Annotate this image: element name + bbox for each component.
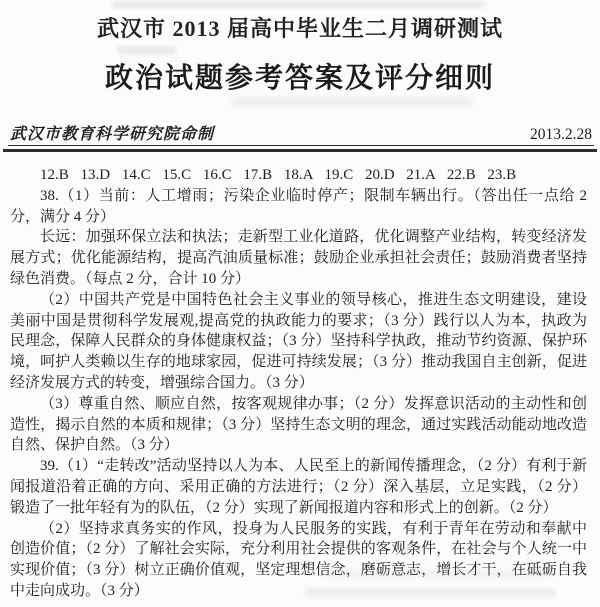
scan-artifact <box>305 588 555 597</box>
answer-paragraph-q38-1: 38.（1）当前：人工增雨；污染企业临时停产；限制车辆出行。（答出任一点给 2 分，满分 4 分） <box>10 187 587 225</box>
answer-key-title: 政治试题参考答案及评分细则 <box>104 63 495 94</box>
scan-artifact <box>112 1 484 8</box>
mc-answer: 21.A <box>406 167 436 183</box>
exam-title: 武汉市 2013 届高中毕业生二月调研测试 <box>96 16 503 41</box>
mc-answer: 13.D <box>80 167 111 183</box>
scan-artifact <box>118 46 176 54</box>
mc-answer: 19.C <box>324 167 354 183</box>
scan-artifact <box>320 570 555 578</box>
answer-paragraph-q38-3: （3）尊重自然、顺应自然，按客观规律办事；（2 分）发挥意识活动的主动性和创造性，揭示自然的本质和规律；（3 分）坚持生态文明的理念，通过实践活动能动地改造自然、保护自然。（3 分） <box>10 395 587 454</box>
answer-paragraph-q39-2: （2）坚持求真务实的作风，投身为人民服务的实践，有利于青年在劳动和奉献中创造价值；（2 分）了解社会实际，充分利用社会提供的客观条件，在社会与个人统一中实现价值；（3 分）树立正确价值观，坚定理想信念，磨砺意志，增长才干，在砥砺自我中走向成功。（3 分） <box>10 520 587 599</box>
scan-artifact <box>232 97 472 107</box>
mc-answer: 14.C <box>121 167 151 183</box>
answer-paragraph-q39-1: 39.（1）“走转改”活动坚持以人为本、人民至上的新闻传播理念，（2 分）有利于新闻报道沿着正确的方向、采用正确的方法进行；（2 分）深入基层，立足实践，（2 分）锻造了一批年轻有为的队伍，（2 分）实现了新闻报道内容和形式上的创新。（2 分） <box>10 458 587 516</box>
mc-answer: 17.B <box>243 167 273 183</box>
answer-paragraph-q38-2: （2）中国共产党是中国特色社会主义事业的领导核心，推进生态文明建设，建设美丽中国是贯彻科学发展观,提高党的执政能力的要求；（3 分）践行以人为本，执政为民理念，保障人民群众的身体健康权益；（3 分）坚持科学执政，推动节约资源、保护环境，呵护人类赖以生存的地球家园，促进可持续发展；（3 分）推动我国自主创新，促进经济发展方式的转变，增强综合国力。（3 分） <box>10 291 587 391</box>
mc-answer: 22.B <box>446 167 476 183</box>
mc-answer: 18.A <box>283 167 313 183</box>
horizontal-rule <box>3 149 597 152</box>
answer-body <box>10 165 587 602</box>
mc-answer: 15.C <box>162 167 192 183</box>
answer-paragraph-q38-1-longterm: 长远：加强环保立法和执法；走新型工业化道路，优化调整产业结构，转变经济发展方式；优化能源结构，提高汽油质量标准；鼓励企业承担社会责任；鼓励消费者坚持绿色消费。（每点 2 分，合计 10 分） <box>10 229 587 287</box>
mc-answer: 20.D <box>364 167 395 183</box>
mc-answer: 23.B <box>487 167 517 183</box>
mc-answer: 16.C <box>202 167 232 183</box>
multiple-choice-answers <box>10 165 587 186</box>
meta-row <box>8 121 594 146</box>
mc-answer: 12.B <box>40 167 69 183</box>
date-label: 2013.2.28 <box>530 126 592 143</box>
issuer-label: 武汉市教育科学研究院命制 <box>10 126 215 143</box>
